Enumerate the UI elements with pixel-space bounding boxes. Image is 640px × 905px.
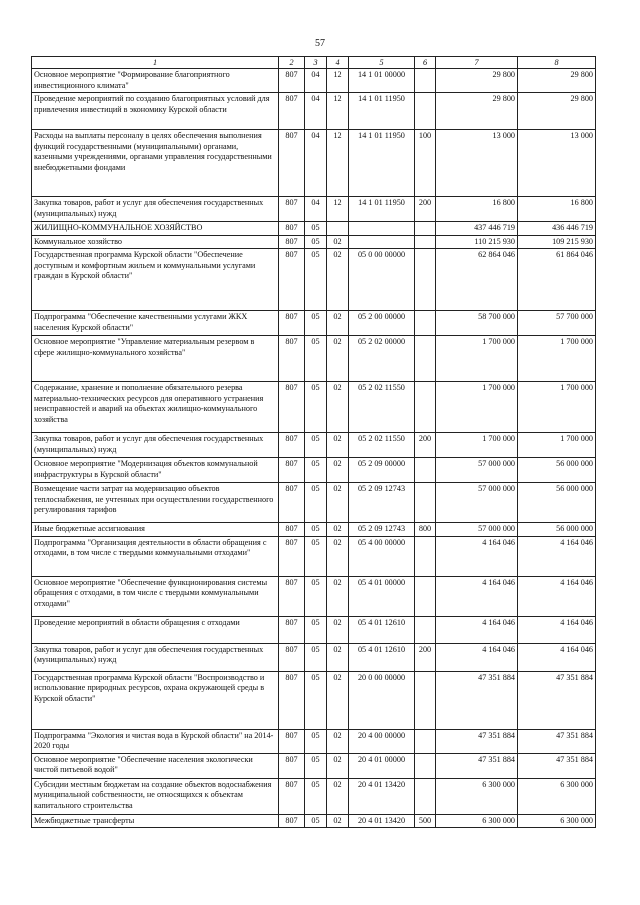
row-cell-col-8: 56 000 000 [518,483,596,523]
row-cell-col-3: 05 [305,616,327,643]
row-cell-col-7: 1 700 000 [436,336,518,382]
row-cell-col-2: 807 [279,433,305,458]
row-cell-col-5: 20 4 01 13420 [349,814,415,828]
row-cell-col-6 [415,458,436,483]
row-cell-col-6 [415,576,436,616]
row-cell-col-8: 4 164 046 [518,643,596,671]
row-cell-col-7: 57 000 000 [436,523,518,537]
row-cell-col-6 [415,778,436,814]
table-row [32,130,596,197]
table-row [32,249,596,311]
row-cell-col-3: 05 [305,249,327,311]
row-cell-col-3: 05 [305,336,327,382]
row-cell-col-8: 29 800 [518,69,596,93]
row-cell-col-2: 807 [279,222,305,236]
table-row [32,643,596,671]
row-name-cell: Коммунальное хозяйство [32,235,279,249]
row-cell-col-8: 47 351 884 [518,753,596,778]
row-cell-col-7: 6 300 000 [436,778,518,814]
row-cell-col-5: 20 0 00 00000 [349,671,415,729]
row-name-cell: Подпрограмма "Организация деятельности в области обращения с отходами, в том числе с твердыми коммунальными отходами" [32,536,279,576]
row-cell-col-6: 200 [415,433,436,458]
row-cell-col-7: 57 000 000 [436,458,518,483]
row-name-cell: Иные бюджетные ассигнования [32,523,279,537]
header-col-2: 2 [279,57,305,69]
row-cell-col-7: 437 446 719 [436,222,518,236]
row-name-cell: Государственная программа Курской области "Обеспечение доступным и комфортным жильем и коммунальными услугами граждан в Курской области" [32,249,279,311]
row-cell-col-8: 57 700 000 [518,311,596,336]
header-row [32,57,596,69]
row-cell-col-8: 4 164 046 [518,616,596,643]
row-name-cell: Основное мероприятие "Модернизация объектов коммунальной инфраструктуры в Курской области" [32,458,279,483]
row-cell-col-8: 436 446 719 [518,222,596,236]
row-cell-col-6 [415,249,436,311]
row-cell-col-2: 807 [279,311,305,336]
row-name-cell: Подпрограмма "Экология и чистая вода в Курской области" на 2014-2020 годы [32,729,279,753]
row-cell-col-4: 02 [327,778,349,814]
table-row [32,483,596,523]
row-cell-col-5: 20 4 01 13420 [349,778,415,814]
row-cell-col-7: 29 800 [436,69,518,93]
row-cell-col-2: 807 [279,249,305,311]
page-number: 57 [315,38,325,49]
row-name-cell: Основное мероприятие "Управление материальным резервом в сфере жилищно-коммунального хозяйства" [32,336,279,382]
row-cell-col-7: 62 864 046 [436,249,518,311]
row-cell-col-8: 47 351 884 [518,729,596,753]
row-cell-col-3: 05 [305,433,327,458]
row-cell-col-5: 14 1 01 11950 [349,197,415,222]
row-cell-col-3: 05 [305,222,327,236]
row-cell-col-5: 05 4 01 12610 [349,643,415,671]
row-cell-col-8: 6 300 000 [518,778,596,814]
row-name-cell: Основное мероприятие "Обеспечение функционирования системы обращения с отходами, в том числе с твердыми коммунальными отходами" [32,576,279,616]
row-name-cell: Содержание, хранение и пополнение обязательного резерва материально-технических ресурсов для оперативного устранения неисправностей и аварий на объектах жилищно-коммунального хозяйства [32,382,279,433]
row-cell-col-6: 100 [415,130,436,197]
row-cell-col-6 [415,93,436,130]
row-cell-col-4: 02 [327,753,349,778]
row-cell-col-3: 04 [305,197,327,222]
row-cell-col-4: 02 [327,729,349,753]
table-row [32,536,596,576]
table-row [32,382,596,433]
row-cell-col-8: 4 164 046 [518,576,596,616]
row-cell-col-4: 02 [327,249,349,311]
table-row [32,235,596,249]
row-cell-col-7: 110 215 930 [436,235,518,249]
row-cell-col-7: 57 000 000 [436,483,518,523]
row-cell-col-8: 109 215 930 [518,235,596,249]
row-cell-col-3: 04 [305,69,327,93]
row-cell-col-2: 807 [279,382,305,433]
row-name-cell: Возмещение части затрат на модернизацию объектов теплоснабжения, не учтенных при осуществлении государственного регулирования тарифов [32,483,279,523]
row-cell-col-7: 47 351 884 [436,671,518,729]
row-cell-col-3: 04 [305,93,327,130]
row-cell-col-7: 47 351 884 [436,729,518,753]
row-cell-col-6: 200 [415,197,436,222]
row-cell-col-6 [415,616,436,643]
header-col-4: 4 [327,57,349,69]
row-cell-col-5 [349,222,415,236]
row-cell-col-4: 02 [327,814,349,828]
row-cell-col-8: 6 300 000 [518,814,596,828]
row-cell-col-5: 05 2 02 11550 [349,433,415,458]
table-row [32,778,596,814]
row-name-cell: Закупка товаров, работ и услуг для обеспечения государственных (муниципальных) нужд [32,643,279,671]
row-cell-col-7: 4 164 046 [436,643,518,671]
row-cell-col-6 [415,336,436,382]
row-name-cell: Закупка товаров, работ и услуг для обеспечения государственных (муниципальных) нужд [32,197,279,222]
row-cell-col-8: 1 700 000 [518,336,596,382]
row-name-cell: ЖИЛИЩНО-КОММУНАЛЬНОЕ ХОЗЯЙСТВО [32,222,279,236]
row-cell-col-7: 4 164 046 [436,576,518,616]
row-cell-col-6: 500 [415,814,436,828]
table-row [32,616,596,643]
budget-table [31,56,596,828]
header-col-1: 1 [32,57,279,69]
row-cell-col-3: 05 [305,729,327,753]
row-cell-col-7: 4 164 046 [436,536,518,576]
table-row [32,576,596,616]
row-cell-col-3: 05 [305,311,327,336]
row-cell-col-6 [415,235,436,249]
header-col-3: 3 [305,57,327,69]
row-cell-col-5: 14 1 01 00000 [349,69,415,93]
row-cell-col-6: 200 [415,643,436,671]
table-row [32,753,596,778]
table-row [32,433,596,458]
row-cell-col-3: 05 [305,235,327,249]
row-cell-col-2: 807 [279,523,305,537]
row-cell-col-8: 61 864 046 [518,249,596,311]
row-cell-col-5: 05 4 00 00000 [349,536,415,576]
row-cell-col-7: 16 800 [436,197,518,222]
row-cell-col-7: 29 800 [436,93,518,130]
row-cell-col-4: 02 [327,235,349,249]
row-cell-col-3: 05 [305,671,327,729]
row-name-cell: Расходы на выплаты персоналу в целях обеспечения выполнения функций государственными (муниципальными) органами, казенными учреждениями, органами управления государственными внебюджетными фондами [32,130,279,197]
table-row [32,69,596,93]
row-cell-col-2: 807 [279,69,305,93]
row-name-cell: Проведение мероприятий в области обращения с отходами [32,616,279,643]
row-cell-col-6 [415,222,436,236]
header-col-5: 5 [349,57,415,69]
row-cell-col-4: 02 [327,433,349,458]
table-row [32,458,596,483]
row-cell-col-4: 02 [327,576,349,616]
row-cell-col-8: 47 351 884 [518,671,596,729]
row-cell-col-8: 29 800 [518,93,596,130]
table-row [32,336,596,382]
row-cell-col-5: 05 2 09 00000 [349,458,415,483]
row-cell-col-8: 1 700 000 [518,433,596,458]
row-cell-col-2: 807 [279,483,305,523]
row-cell-col-6 [415,536,436,576]
row-name-cell: Субсидии местным бюджетам на создание объектов водоснабжения муниципальной собственности, не относящихся к объектам капитального строительства [32,778,279,814]
row-cell-col-2: 807 [279,130,305,197]
row-cell-col-2: 807 [279,576,305,616]
header-col-6: 6 [415,57,436,69]
row-cell-col-5: 05 2 00 00000 [349,311,415,336]
row-name-cell: Основное мероприятие "Формирование благоприятного инвестиционного климата" [32,69,279,93]
row-cell-col-2: 807 [279,616,305,643]
row-cell-col-7: 13 000 [436,130,518,197]
row-cell-col-4: 12 [327,130,349,197]
row-cell-col-2: 807 [279,235,305,249]
row-cell-col-6 [415,483,436,523]
row-name-cell: Закупка товаров, работ и услуг для обеспечения государственных (муниципальных) нужд [32,433,279,458]
row-cell-col-3: 05 [305,576,327,616]
row-cell-col-2: 807 [279,671,305,729]
row-cell-col-4: 02 [327,382,349,433]
row-cell-col-6 [415,671,436,729]
row-cell-col-2: 807 [279,336,305,382]
header-col-8: 8 [518,57,596,69]
row-cell-col-7: 4 164 046 [436,616,518,643]
table-row [32,814,596,828]
table-row [32,671,596,729]
row-cell-col-8: 16 800 [518,197,596,222]
row-cell-col-4: 12 [327,93,349,130]
row-cell-col-2: 807 [279,643,305,671]
row-cell-col-2: 807 [279,458,305,483]
row-cell-col-6 [415,753,436,778]
row-cell-col-2: 807 [279,536,305,576]
row-name-cell: Подпрограмма "Обеспечение качественными услугами ЖКХ населения Курской области" [32,311,279,336]
row-cell-col-2: 807 [279,729,305,753]
row-cell-col-2: 807 [279,93,305,130]
row-name-cell: Проведение мероприятий по созданию благоприятных условий для привлечения инвестиций в экономику Курской области [32,93,279,130]
row-cell-col-5: 20 4 00 00000 [349,729,415,753]
header-col-7: 7 [436,57,518,69]
row-cell-col-4 [327,222,349,236]
row-name-cell: Межбюджетные трансферты [32,814,279,828]
row-cell-col-4: 02 [327,671,349,729]
table-row [32,523,596,537]
row-cell-col-4: 02 [327,536,349,576]
row-cell-col-5: 05 2 09 12743 [349,483,415,523]
row-cell-col-4: 02 [327,483,349,523]
row-cell-col-6 [415,382,436,433]
row-cell-col-4: 02 [327,523,349,537]
row-cell-col-5: 14 1 01 11950 [349,130,415,197]
row-cell-col-3: 05 [305,523,327,537]
row-cell-col-4: 02 [327,616,349,643]
row-cell-col-5: 20 4 01 00000 [349,753,415,778]
row-cell-col-3: 04 [305,130,327,197]
row-cell-col-3: 05 [305,814,327,828]
row-cell-col-5 [349,235,415,249]
row-name-cell: Государственная программа Курской области "Воспроизводство и использование природных ресурсов, охрана окружающей среды в Курской области" [32,671,279,729]
row-cell-col-7: 1 700 000 [436,433,518,458]
row-cell-col-6 [415,311,436,336]
row-cell-col-3: 05 [305,483,327,523]
row-cell-col-3: 05 [305,458,327,483]
row-cell-col-5: 05 0 00 00000 [349,249,415,311]
row-cell-col-5: 05 2 02 00000 [349,336,415,382]
row-cell-col-3: 05 [305,753,327,778]
row-cell-col-3: 05 [305,643,327,671]
row-cell-col-2: 807 [279,814,305,828]
row-cell-col-8: 4 164 046 [518,536,596,576]
row-cell-col-2: 807 [279,197,305,222]
row-cell-col-6: 800 [415,523,436,537]
row-cell-col-2: 807 [279,778,305,814]
row-cell-col-8: 1 700 000 [518,382,596,433]
row-cell-col-5: 14 1 01 11950 [349,93,415,130]
row-cell-col-7: 6 300 000 [436,814,518,828]
table-row [32,729,596,753]
table-row [32,93,596,130]
row-cell-col-5: 05 2 09 12743 [349,523,415,537]
row-cell-col-8: 56 000 000 [518,458,596,483]
row-cell-col-5: 05 4 01 00000 [349,576,415,616]
row-cell-col-7: 58 700 000 [436,311,518,336]
row-cell-col-3: 05 [305,536,327,576]
table-row [32,197,596,222]
row-cell-col-5: 05 4 01 12610 [349,616,415,643]
row-cell-col-3: 05 [305,778,327,814]
row-cell-col-3: 05 [305,382,327,433]
row-cell-col-4: 12 [327,197,349,222]
row-cell-col-4: 02 [327,311,349,336]
row-cell-col-7: 1 700 000 [436,382,518,433]
row-cell-col-4: 02 [327,643,349,671]
row-cell-col-6 [415,69,436,93]
row-cell-col-4: 02 [327,458,349,483]
table-row [32,222,596,236]
row-name-cell: Основное мероприятие "Обеспечение населения экологически чистой питьевой водой" [32,753,279,778]
row-cell-col-8: 56 000 000 [518,523,596,537]
row-cell-col-2: 807 [279,753,305,778]
row-cell-col-6 [415,729,436,753]
row-cell-col-5: 05 2 02 11550 [349,382,415,433]
row-cell-col-7: 47 351 884 [436,753,518,778]
row-cell-col-4: 12 [327,69,349,93]
row-cell-col-4: 02 [327,336,349,382]
table-row [32,311,596,336]
row-cell-col-8: 13 000 [518,130,596,197]
